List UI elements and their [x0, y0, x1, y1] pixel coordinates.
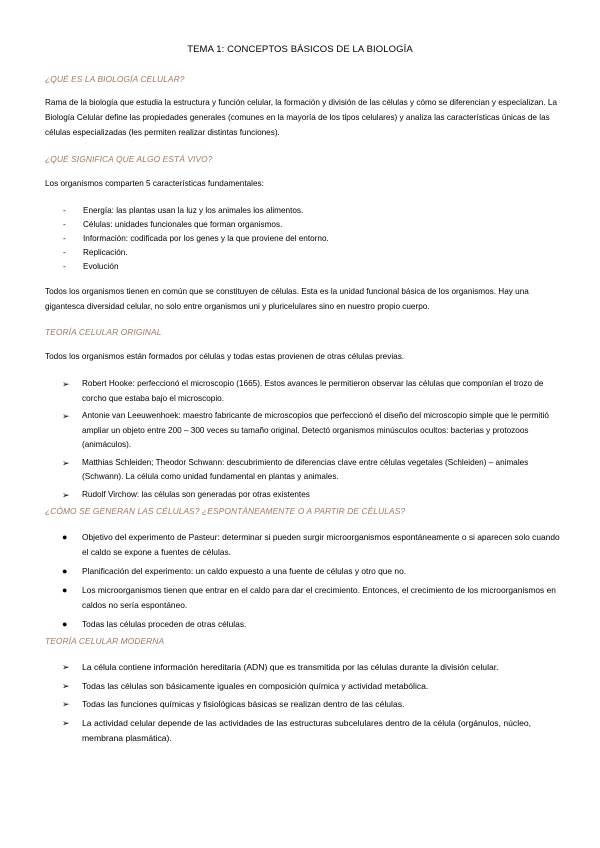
- arrow-bullet-icon: ➢: [62, 662, 70, 672]
- dash-bullet: -: [63, 262, 66, 271]
- list-item-text: Los microorganismos tienen que entrar en el caldo para dar el crecimiento. Entonces, el crecimiento de los microorganismos en caldos no sería espontáneo.: [82, 585, 556, 610]
- dot-bullet-icon: ●: [62, 619, 68, 629]
- list-item: [63, 260, 563, 274]
- list-item: [63, 246, 563, 260]
- list-item-text: La actividad celular depende de las actividades de las estructuras subcelulares dentro de la célula (orgánulos, núcleo, membrana plasmática).: [82, 717, 532, 743]
- list-item-text: Planificación del experimento: un caldo expuesto a una fuente de células y otro que no.: [82, 566, 407, 576]
- list-item: [62, 679, 567, 695]
- list-item: [62, 583, 562, 613]
- paragraph-definicion: Rama de la biología que estudia la estructura y función celular, la formación y división de las células y cómo se diferencian y especializan. La Biología Celular define las propiedades generales (comunes en la mayoría de los tipos celulares) y analiza las características únicas de las células especializadas (les permiten realizar distintas funciones).: [45, 98, 557, 137]
- list-item: [62, 697, 567, 713]
- list-item: [62, 617, 562, 632]
- dash-bullet: -: [63, 206, 66, 215]
- heading-como-se-generan-celulas: ¿CÓMO SE GENERAN LAS CÉLULAS? ¿ESPONTÁNEAMENTE O A PARTIR DE CÉLULAS?: [45, 506, 406, 516]
- list-item-text: Todas las células son básicamente iguales en composición química y actividad metabólica.: [82, 680, 429, 691]
- arrow-bullet-icon: ➢: [62, 379, 70, 389]
- dot-bullet-icon: ●: [62, 532, 68, 542]
- dot-bullet-icon: ●: [62, 585, 68, 595]
- heading-teoria-celular-original: TEORÍA CELULAR ORIGINAL: [45, 327, 162, 337]
- paragraph-teoria-original-intro: Todos los organismos están formados por células y todas estas provienen de otras células previas.: [45, 352, 405, 361]
- list-item: [62, 716, 567, 747]
- heading-que-es-biologia-celular: ¿QUÉ ES LA BIOLOGÍA CELULAR?: [45, 74, 185, 84]
- list-experimento-pasteur: [62, 530, 562, 636]
- list-item: [63, 204, 563, 218]
- list-item: [62, 530, 562, 560]
- list-item: [62, 660, 567, 676]
- list-item-text: Replicación.: [83, 248, 128, 257]
- dash-bullet: -: [63, 248, 66, 257]
- list-item-text: Información: codificada por los genes y la que proviene del entorno.: [83, 234, 329, 243]
- arrow-bullet-icon: ➢: [62, 411, 70, 421]
- heading-que-significa-vivo: ¿QUÉ SIGNIFICA QUE ALGO ESTÁ VIVO?: [45, 154, 213, 164]
- dash-bullet: -: [63, 234, 66, 243]
- list-item: [62, 488, 567, 503]
- list-item: [63, 232, 563, 246]
- arrow-bullet-icon: ➢: [62, 717, 70, 728]
- arrow-bullet-icon: ➢: [62, 457, 70, 468]
- list-item-text: Objetivo del experimento de Pasteur: determinar si pueden surgir microorganismos espontáneamente o si aparecen solo cuando el caldo se expone a fuentes de células.: [82, 532, 560, 557]
- list-item-text: Robert Hooke: perfeccionó el microscopio (1665). Estos avances le permitieron observar las células que componían el trozo de corcho que estaba bajo el microscopio.: [82, 379, 544, 403]
- list-cientificos: [62, 377, 567, 505]
- list-caracteristicas: [63, 204, 563, 274]
- list-item: [63, 218, 563, 232]
- list-item-text: La célula contiene información hereditaria (ADN) que es transmitida por las células durante la división celular.: [82, 662, 499, 672]
- list-item: [62, 456, 567, 485]
- arrow-bullet-icon: ➢: [62, 699, 70, 709]
- dash-bullet: -: [63, 220, 66, 229]
- list-teoria-moderna: [62, 660, 567, 750]
- arrow-bullet-icon: ➢: [62, 680, 70, 691]
- dot-bullet-icon: ●: [62, 566, 68, 576]
- paragraph-caracteristicas-intro: Los organismos comparten 5 características fundamentales:: [45, 179, 264, 188]
- list-item-text: Rudolf Virchow: las células son generadas por otras existentes: [82, 489, 310, 499]
- list-item: [62, 409, 567, 453]
- page-title: TEMA 1: CONCEPTOS BÁSICOS DE LA BIOLOGÍA: [187, 44, 413, 55]
- list-item-text: Energía: las plantas usan la luz y los animales los alimentos.: [83, 206, 304, 215]
- list-item-text: Todas las células proceden de otras células.: [82, 619, 247, 629]
- paragraph-unidad-funcional: Todos los organismos tienen en común que se constituyen de células. Esta es la unidad funcional básica de los organismos. Hay una gigantesca diversidad celular, no solo entre organismos uni y pluricelulares sino en nuestro propio cuerpo.: [45, 287, 529, 311]
- list-item-text: Células: unidades funcionales que forman organismos.: [83, 220, 283, 229]
- list-item: [62, 564, 562, 579]
- list-item-text: Matthias Schleiden; Theodor Schwann: descubrimiento de diferencias clave entre células vegetales (Schleiden) – animales (Schwann). La célula como unidad fundamental en plantas y animales.: [82, 457, 529, 481]
- list-item-text: Evolución: [83, 262, 119, 271]
- arrow-bullet-icon: ➢: [62, 489, 70, 500]
- list-item-text: Todas las funciones químicas y fisiológicas básicas se realizan dentro de las células.: [82, 699, 405, 709]
- list-item-text: Antonie van Leeuwenhoek: maestro fabricante de microscopios que perfeccionó el diseño del microscopio simple que le permitió ampliar un objeto entre 200 – 300 veces su tamaño original. Detectó organismos minúsculos ocultos: bacterias y protozoos (animáculos).: [82, 411, 549, 449]
- list-item: [62, 377, 567, 406]
- heading-teoria-celular-moderna: TEORÍA CELULAR MODERNA: [45, 636, 165, 646]
